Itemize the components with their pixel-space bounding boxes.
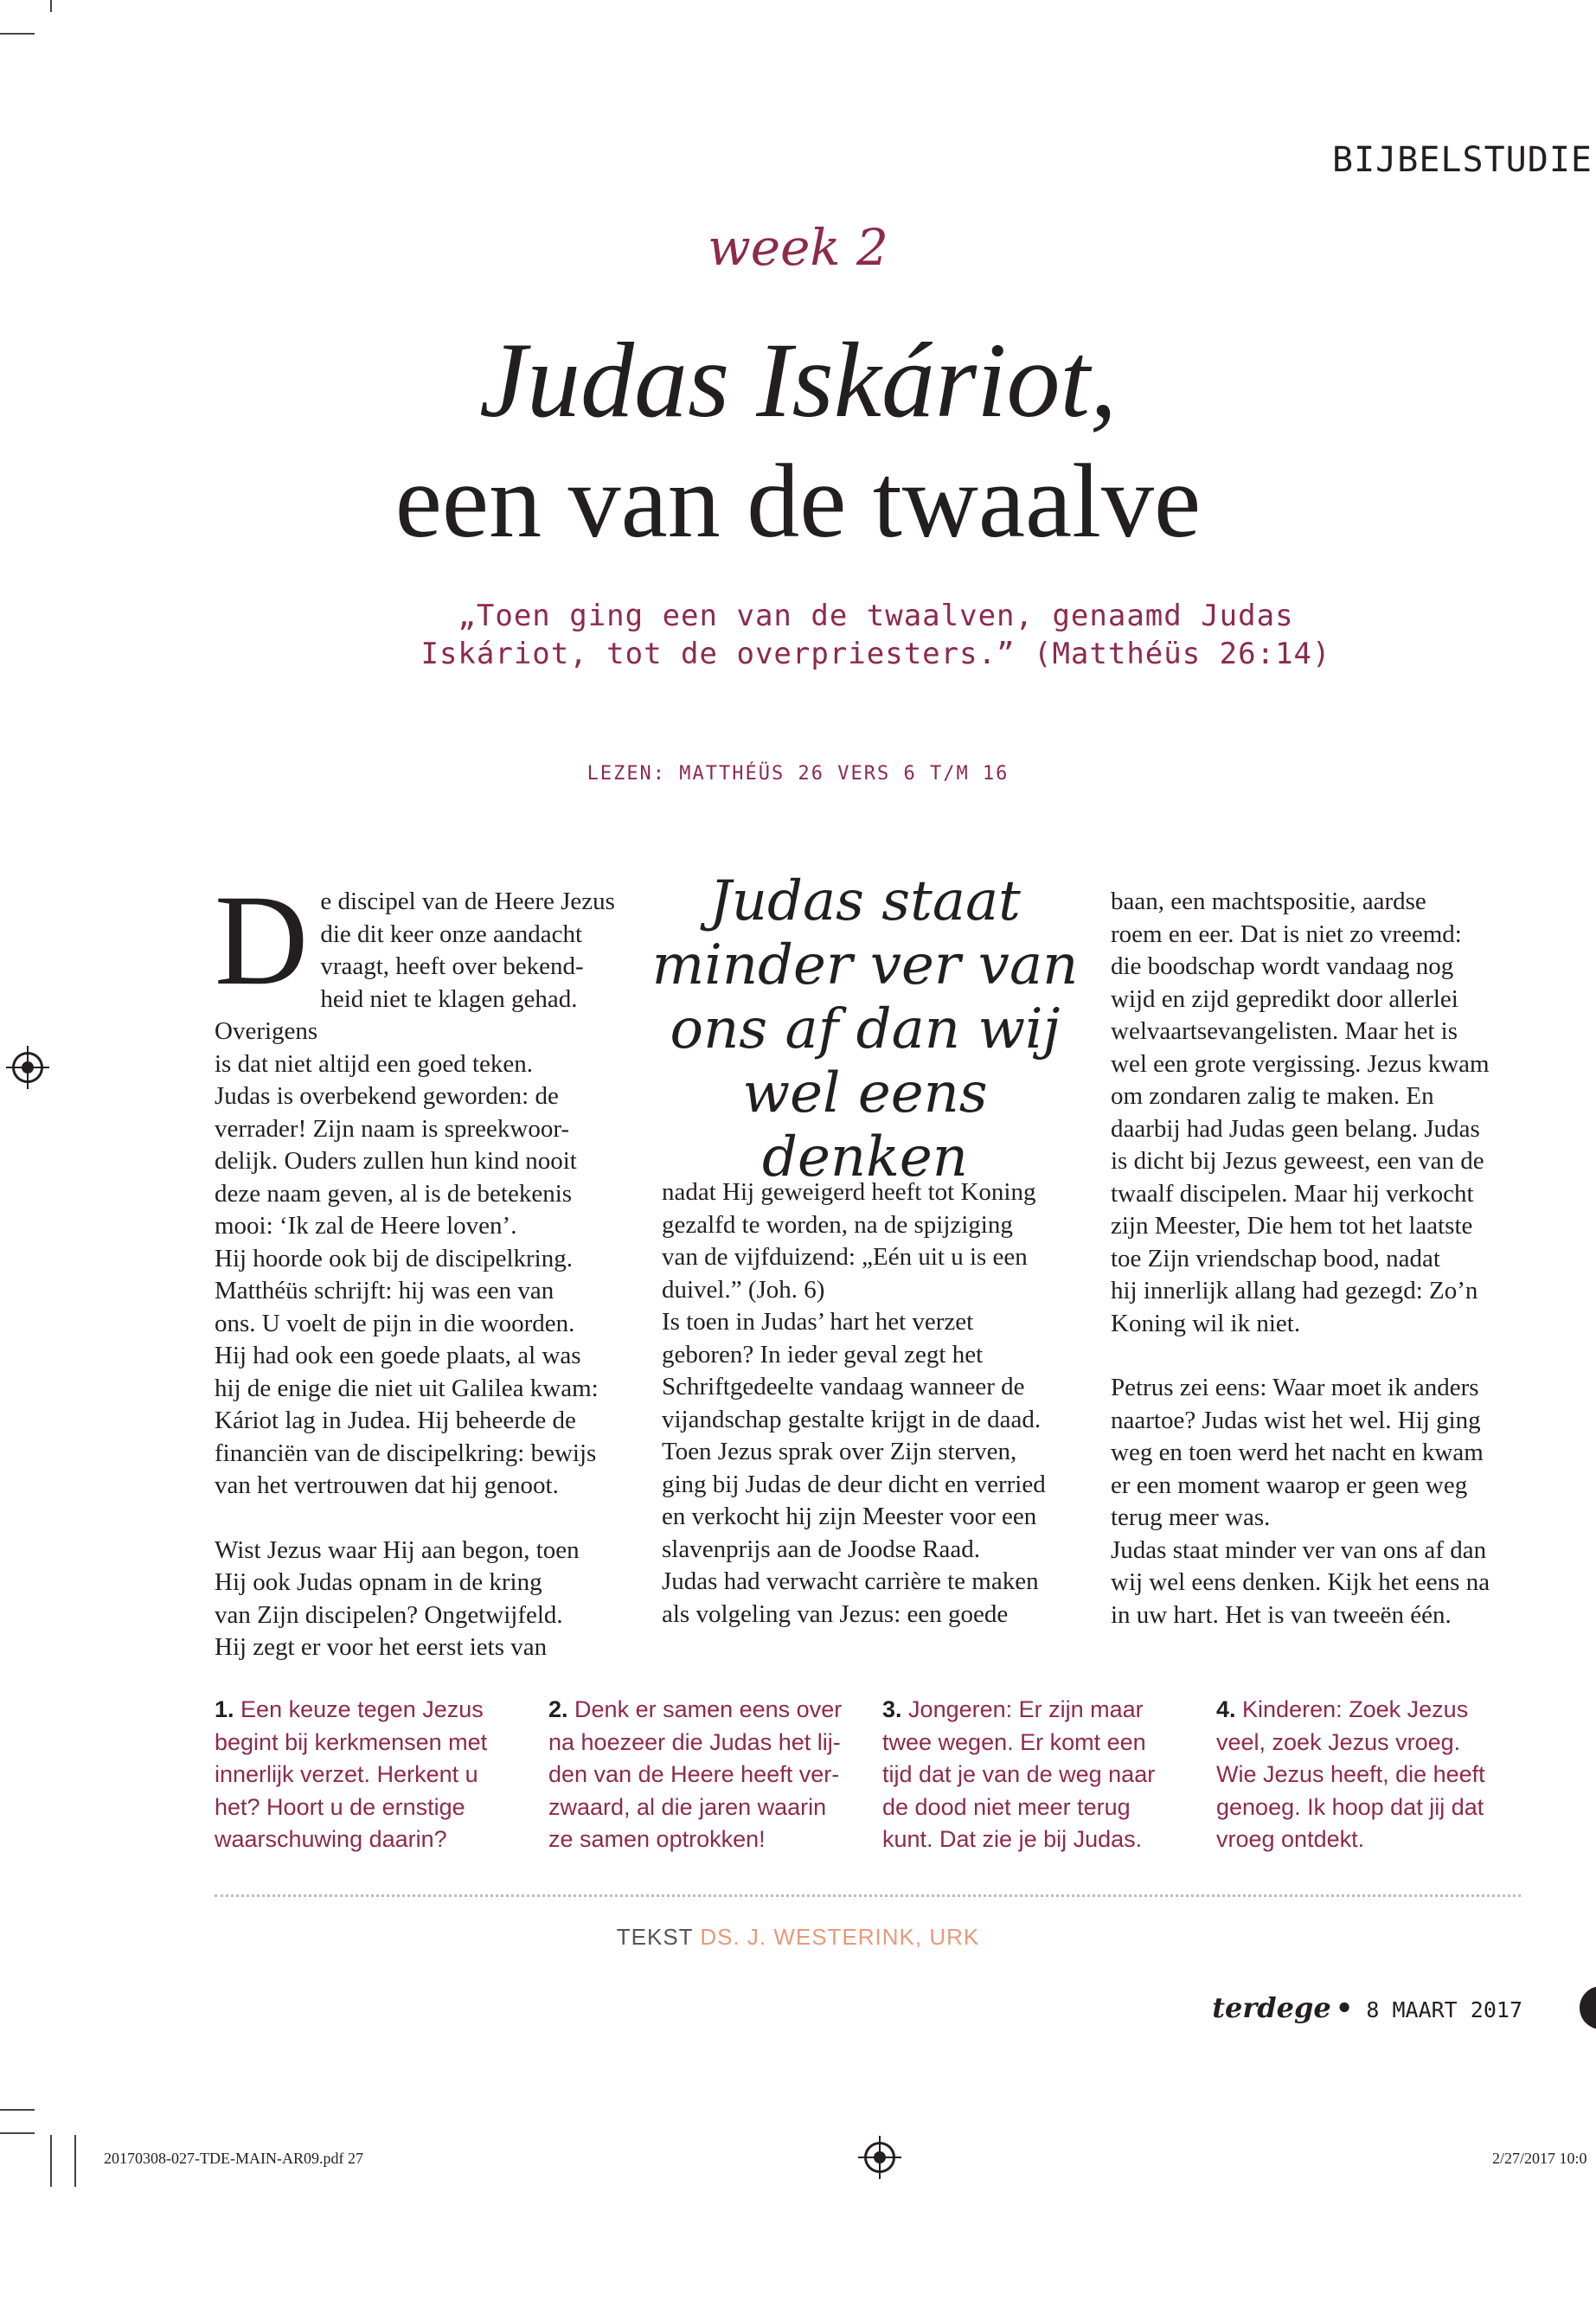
credit-label: TEKST — [616, 1924, 694, 1950]
text-line: delijk. Ouders zullen hun kind nooit — [215, 1147, 577, 1175]
crop-mark — [50, 0, 52, 12]
paragraph — [1111, 886, 1526, 1340]
text-line: genoeg. Ik hoop dat jij dat — [1216, 1793, 1484, 1820]
text-line: waarschuwing daarin? — [215, 1826, 447, 1852]
point-number: 2. — [548, 1696, 568, 1722]
text-line: is dicht bij Jezus geweest, een van de — [1111, 1147, 1484, 1175]
text-line: verrader! Zijn naam is spreekwoor- — [215, 1114, 570, 1143]
text-line: welvaartsevangelisten. Maar het is — [1111, 1017, 1458, 1045]
text-line: veel, zoek Jezus vroeg. — [1216, 1728, 1461, 1755]
text-line: vijandschap gestalte krijgt in de daad. — [662, 1405, 1042, 1433]
text-line: Wist Jezus waar Hij aan begon, toen — [215, 1535, 580, 1564]
text-line: in uw hart. Het is van tweeën één. — [1111, 1600, 1452, 1629]
point-number: 1. — [215, 1696, 234, 1722]
text-line: twee wegen. Er komt een — [882, 1728, 1146, 1755]
text-line: Judas is overbekend geworden: de — [215, 1082, 559, 1110]
text-line: tijd dat je van de weg naar — [882, 1761, 1156, 1787]
text-line: kunt. Dat zie je bij Judas. — [882, 1826, 1143, 1852]
discussion-point-2 — [548, 1694, 851, 1856]
text-line: is dat niet altijd een goed teken. — [215, 1049, 534, 1078]
drop-cap: D — [215, 868, 309, 1012]
crop-mark — [50, 2135, 52, 2187]
text-line: vraagt, heeft over bekend- — [320, 952, 584, 980]
text-line: Is toen in Judas’ hart het verzet — [662, 1308, 974, 1336]
text-line: Koning wil ik niet. — [1111, 1309, 1301, 1337]
page-number-badge — [1580, 1986, 1596, 2029]
print-slug-timestamp: 2/27/2017 10:0 — [1492, 2150, 1587, 2167]
article-column-1 — [215, 868, 628, 1664]
pull-quote — [649, 869, 1081, 1189]
text-line: er een moment waarop er geen weg — [1111, 1471, 1468, 1499]
pull-quote-line: ons af dan wij — [670, 997, 1061, 1061]
crop-mark — [74, 2135, 76, 2187]
text-line: Hij hoorde ook bij de discipelkring. — [215, 1244, 573, 1272]
text-line: de dood niet meer terug — [882, 1793, 1131, 1820]
text-line: roem en eer. Dat is niet zo vreemd: — [1111, 920, 1462, 948]
issue-date: 8 MAART 2017 — [1366, 1997, 1522, 2022]
text-line: wel een grote vergissing. Jezus kwam — [1111, 1049, 1490, 1078]
text-line: Wie Jezus heeft, die heeft — [1216, 1761, 1485, 1787]
text-line: slavenprijs aan de Joodse Raad. — [662, 1535, 981, 1563]
text-line: Káriot lag in Judea. Hij beheerde de — [215, 1407, 576, 1434]
text-line: wijd en zijd gepredikt door allerlei — [1111, 984, 1458, 1013]
text-line: innerlijk verzet. Herkent u — [215, 1761, 478, 1787]
text-line: gezalfd te worden, na de spijziging — [662, 1210, 1013, 1239]
text-line: Schriftgedeelte vandaag wanneer de — [662, 1373, 1025, 1400]
text-line: die boodschap wordt vandaag nog — [1111, 952, 1454, 980]
page-footer — [1125, 1991, 1522, 2024]
text-line: hij de enige die niet uit Galilea kwam: — [215, 1374, 599, 1402]
dotted-divider — [215, 1894, 1521, 1897]
author-credit — [0, 1924, 1596, 1951]
text-line: het? Hoort u de ernstige — [215, 1793, 465, 1820]
reading-reference: LEZEN: MATTHÉÜS 26 VERS 6 T/M 16 — [586, 763, 1010, 785]
text-line: ging bij Judas de deur dicht en verried — [662, 1470, 1046, 1498]
paragraph — [215, 1535, 628, 1664]
text-line: begint bij kerkmensen met — [215, 1728, 488, 1755]
page-title-line1: Judas Iskáriot, — [478, 321, 1118, 439]
text-line: baan, een machtspositie, aardse — [1111, 888, 1426, 915]
text-line: na hoezeer die Judas het lij- — [548, 1728, 841, 1755]
text-line: heid niet te klagen gehad. Overigens — [215, 984, 578, 1045]
article-column-3 — [1111, 886, 1526, 1631]
text-line: twaalf discipelen. Maar hij verkocht — [1111, 1179, 1474, 1208]
text-line: Toen Jezus sprak over Zijn sterven, — [662, 1438, 1017, 1465]
text-line: van Zijn discipelen? Ongetwijfeld. — [215, 1600, 563, 1629]
text-line: Een keuze tegen Jezus — [240, 1696, 484, 1722]
text-line: Hij had ook een goede plaats, al was — [215, 1342, 581, 1369]
crop-mark — [0, 2109, 35, 2111]
point-number: 3. — [882, 1696, 902, 1722]
text-line: duivel.” (Joh. 6) — [662, 1275, 825, 1304]
print-slug-filename: 20170308-027-TDE-MAIN-AR09.pdf 27 — [104, 2150, 363, 2167]
point-number: 4. — [1216, 1696, 1236, 1722]
text-line: geboren? In ieder geval zegt het — [662, 1340, 984, 1368]
pull-quote-line: wel eens denken — [742, 1061, 988, 1189]
paragraph — [1111, 1372, 1526, 1631]
text-line: deze naam geven, al is de betekenis — [215, 1179, 573, 1208]
text-line: nadat Hij geweigerd heeft tot Koning — [662, 1178, 1036, 1206]
text-line: Hij ook Judas opnam in de kring — [215, 1568, 542, 1596]
text-line: zwaard, al die jaren waarin — [548, 1793, 827, 1820]
discussion-point-1 — [215, 1694, 517, 1856]
text-line: weg en toen werd het nacht en kwam — [1111, 1439, 1484, 1466]
text-line: van het vertrouwen dat hij genoot. — [215, 1471, 559, 1499]
text-line: financiën van de discipelkring: bewijs — [215, 1439, 597, 1467]
paragraph — [662, 1176, 1086, 1631]
footer-separator: • — [1335, 1991, 1354, 2024]
crop-mark — [0, 2132, 35, 2134]
text-line: den van de Heere heeft ver- — [548, 1761, 840, 1787]
text-line: en verkocht hij zijn Meester voor een — [662, 1503, 1037, 1530]
week-label: week 2 — [708, 218, 888, 277]
text-line: hij innerlijk allang had gezegd: Zo’n — [1111, 1277, 1478, 1304]
text-line: ons. U voelt de pijn in die woorden. — [215, 1309, 575, 1337]
text-line: die dit keer onze aandacht — [320, 920, 583, 948]
text-line: Jongeren: Er zijn maar — [908, 1696, 1144, 1722]
text-line: zijn Meester, Die hem tot het laatste — [1111, 1212, 1473, 1240]
text-line: Denk er samen eens over — [574, 1696, 843, 1722]
text-line: als volgeling van Jezus: een goede — [662, 1599, 1009, 1628]
text-line: van de vijfduizend: „Eén uit u is een — [662, 1243, 1028, 1271]
scripture-quote: „Toen ging een van de twaalven, genaamd Judas Iskáriot, tot de overpriesters.” (Matthéüs 26:14) — [420, 599, 1331, 671]
credit-author: DS. J. WESTERINK, URK — [700, 1924, 980, 1950]
text-line: toe Zijn vriendschap bood, nadat — [1111, 1244, 1440, 1272]
discussion-point-3 — [882, 1694, 1185, 1856]
text-line: Hij zegt er voor het eerst iets van — [215, 1633, 548, 1661]
text-line: naartoe? Judas wist het wel. Hij ging — [1111, 1406, 1481, 1434]
text-line: Judas staat minder ver van ons af dan — [1111, 1535, 1487, 1564]
text-line: daarbij had Judas geen belang. Judas — [1111, 1114, 1480, 1143]
text-line: wij wel eens denken. Kijk het eens na — [1111, 1568, 1490, 1596]
text-line: ze samen optrokken! — [548, 1826, 766, 1852]
magazine-brand: terdege — [1212, 1991, 1331, 2024]
pull-quote-line: minder ver van — [651, 933, 1079, 997]
section-label: BIJBELSTUDIE — [1332, 140, 1593, 180]
text-line: vroeg ontdekt. — [1216, 1826, 1365, 1852]
page-title-line2: een van de twaalve — [394, 443, 1202, 560]
text-line: Matthéüs schrijft: hij was een van — [215, 1277, 554, 1304]
text-line: om zondaren zalig te maken. En — [1111, 1082, 1434, 1110]
pull-quote-line: Judas staat — [709, 869, 1021, 933]
text-line: e discipel van de Heere Jezus — [320, 888, 615, 915]
registration-mark-icon — [12, 1052, 43, 1083]
text-line: Judas had verwacht carrière te maken — [662, 1567, 1039, 1595]
registration-mark-icon — [864, 2142, 895, 2173]
discussion-point-4 — [1216, 1694, 1519, 1856]
crop-mark — [0, 33, 35, 35]
article-column-2 — [662, 1176, 1086, 1631]
text-line: Kinderen: Zoek Jezus — [1242, 1696, 1469, 1722]
text-line: Petrus zei eens: Waar moet ik anders — [1111, 1374, 1479, 1401]
text-line: terug meer was. — [1111, 1503, 1271, 1531]
text-line: mooi: ‘Ik zal de Heere loven’. — [215, 1212, 517, 1240]
